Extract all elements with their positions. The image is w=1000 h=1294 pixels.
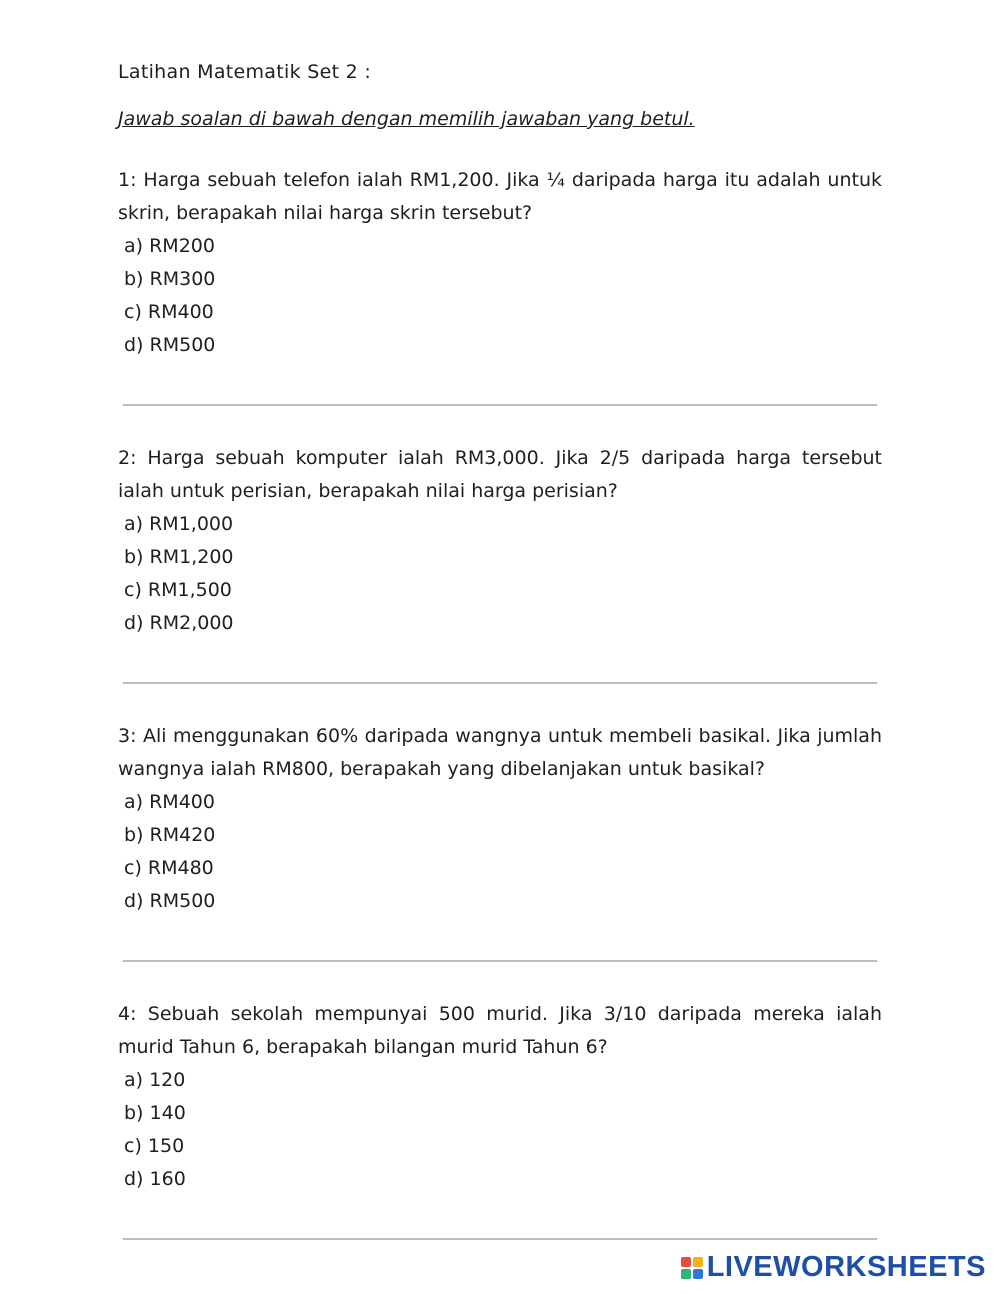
- answer-option-c[interactable]: c) 150: [124, 1135, 185, 1157]
- answer-option-b[interactable]: b) RM1,200: [124, 546, 234, 568]
- question-divider: [123, 1238, 877, 1240]
- worksheet-instruction: Jawab soalan di bawah dengan memilih jawaban yang betul.: [118, 108, 695, 130]
- worksheet-title: Latihan Matematik Set 2 :: [118, 61, 372, 83]
- answer-option-b[interactable]: b) RM300: [124, 268, 216, 290]
- answer-option-b[interactable]: b) 140: [124, 1102, 186, 1124]
- answer-option-a[interactable]: a) 120: [124, 1069, 186, 1091]
- question-4: [118, 998, 882, 1240]
- answer-option-b[interactable]: b) RM420: [124, 824, 216, 846]
- brand-name: LIVEWORKSHEETS: [706, 1251, 986, 1283]
- question-2: [118, 442, 882, 684]
- answer-option-d[interactable]: d) RM2,000: [124, 612, 234, 634]
- answer-option-d[interactable]: d) RM500: [124, 334, 216, 356]
- question-text: 1: Harga sebuah telefon ialah RM1,200. Jika ¼ daripada harga itu adalah untuk skrin, berapakah nilai harga skrin tersebut?: [118, 169, 882, 224]
- answer-option-d[interactable]: d) RM500: [124, 890, 216, 912]
- answer-option-c[interactable]: c) RM1,500: [124, 579, 232, 601]
- liveworksheets-logo-icon: [681, 1257, 703, 1279]
- answer-option-a[interactable]: a) RM400: [124, 791, 215, 813]
- worksheet: [118, 56, 882, 1240]
- answer-option-a[interactable]: a) RM1,000: [124, 513, 234, 535]
- question-3: [118, 720, 882, 962]
- answer-options: [118, 1064, 882, 1196]
- liveworksheets-logo: [681, 1251, 986, 1284]
- logo-square-green: [681, 1269, 691, 1279]
- logo-square-blue: [693, 1269, 703, 1279]
- answer-option-d[interactable]: d) 160: [124, 1168, 186, 1190]
- answer-options: [118, 230, 882, 362]
- answer-options: [118, 508, 882, 640]
- answer-option-c[interactable]: c) RM400: [124, 301, 214, 323]
- question-text: 4: Sebuah sekolah mempunyai 500 murid. Jika 3/10 daripada mereka ialah murid Tahun 6, berapakah bilangan murid Tahun 6?: [118, 1003, 882, 1058]
- answer-options: [118, 786, 882, 918]
- logo-square-yellow: [693, 1257, 703, 1267]
- question-text: 3: Ali menggunakan 60% daripada wangnya untuk membeli basikal. Jika jumlah wangnya ialah RM800, berapakah yang dibelanjakan untuk basikal?: [118, 725, 882, 780]
- logo-square-red: [681, 1257, 691, 1267]
- answer-option-c[interactable]: c) RM480: [124, 857, 214, 879]
- question-1: [118, 164, 882, 406]
- question-text: 2: Harga sebuah komputer ialah RM3,000. Jika 2/5 daripada harga tersebut ialah untuk perisian, berapakah nilai harga perisian?: [118, 447, 882, 502]
- answer-option-a[interactable]: a) RM200: [124, 235, 215, 257]
